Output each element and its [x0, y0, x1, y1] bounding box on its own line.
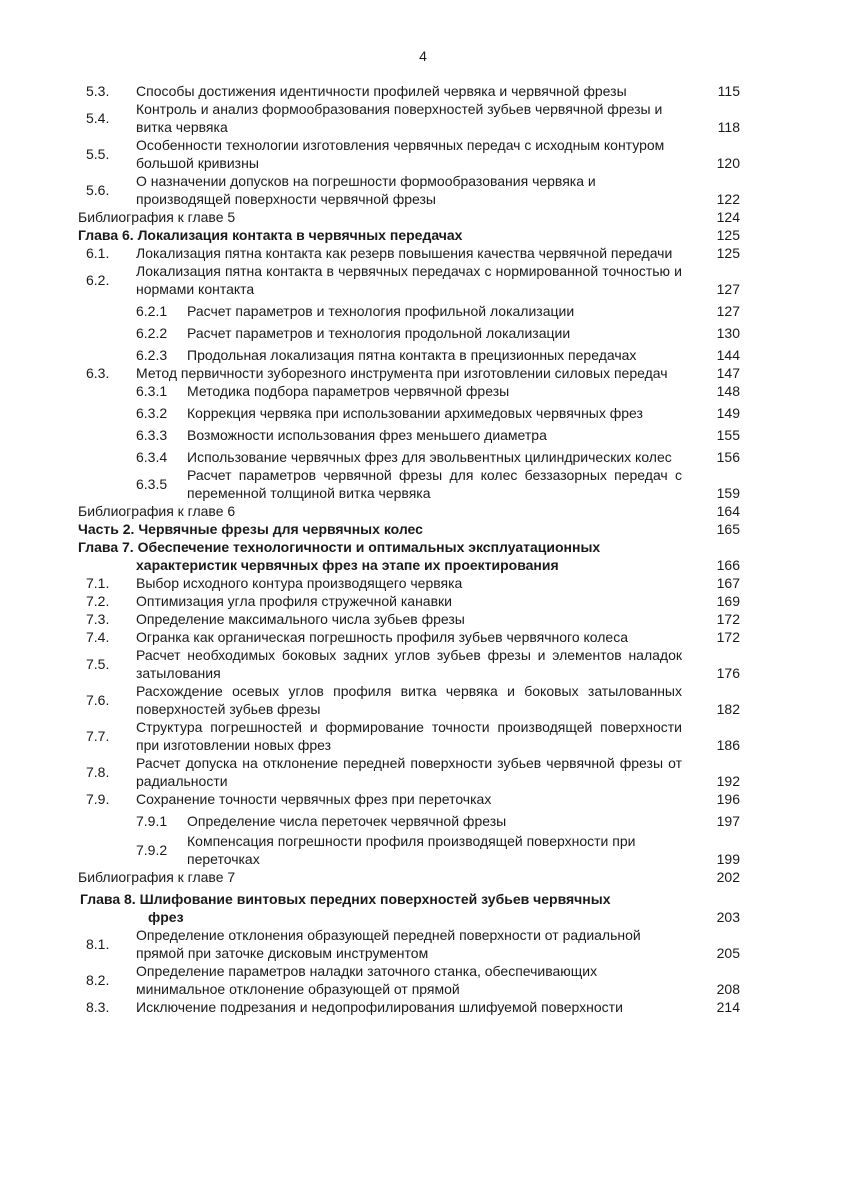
toc-entry	[78, 682, 740, 718]
toc-entry-page: 124	[716, 209, 740, 225]
toc-entry	[78, 404, 740, 422]
toc-entry-number: 8.3.	[86, 999, 110, 1015]
toc-entry	[78, 382, 740, 400]
toc-entry	[78, 208, 740, 226]
table-of-contents	[78, 82, 740, 1016]
toc-entry-page: 182	[716, 701, 740, 717]
toc-entry	[78, 502, 740, 520]
toc-entry-number: 7.1.	[86, 575, 110, 591]
toc-entry-number: 8.1.	[86, 936, 110, 952]
toc-entry	[78, 172, 740, 208]
toc-entry-number: 6.2.	[86, 272, 110, 288]
toc-entry-title: Возможности использования фрез меньшего диаметра	[187, 427, 547, 443]
toc-entry	[78, 832, 740, 868]
toc-entry-number: 7.9.1	[136, 813, 168, 829]
toc-entry-number: 7.9.	[86, 791, 110, 807]
toc-entry	[78, 868, 740, 886]
toc-entry-title: Сохранение точности червячных фрез при переточках	[136, 791, 492, 807]
toc-entry-page: 208	[716, 981, 740, 997]
toc-entry-page: 176	[716, 665, 740, 681]
toc-entry	[78, 82, 740, 100]
toc-entry-title: Глава 6. Локализация контакта в червячных передачах	[78, 227, 463, 243]
toc-entry-page: 203	[716, 909, 740, 925]
toc-entry	[78, 426, 740, 444]
page-number: 4	[419, 48, 427, 64]
toc-entry	[78, 610, 740, 628]
toc-entry	[78, 226, 740, 244]
toc-entry	[78, 520, 740, 538]
toc-entry-title: Огранка как органическая погрешность профиля зубьев червячного колеса	[136, 629, 629, 645]
toc-entry-title: Расчет необходимых боковых задних углов зубьев фрезы и элементов наладок затылования	[136, 647, 682, 681]
toc-entry-page: 186	[716, 737, 740, 753]
toc-entry-page: 156	[716, 449, 740, 465]
toc-entry-number: 7.9.2	[136, 842, 168, 858]
toc-entry-title: Расчет параметров червячной фрезы для колес беззазорных передач с переменной толщиной витка червяка	[187, 467, 682, 501]
toc-entry-number: 6.3.1	[136, 383, 168, 399]
toc-entry-number: 5.4.	[86, 110, 110, 126]
toc-entry-title: Контроль и анализ формообразования поверхностей зубьев червячной фрезы и витка червяка	[136, 101, 663, 135]
toc-entry-title: Структура погрешностей и формирование точности производящей поверхности при изготовлении новых фрез	[136, 719, 682, 753]
toc-entry-title: Расчет параметров и технология продольной локализации	[187, 325, 571, 341]
toc-entry-number: 6.2.3	[136, 347, 168, 363]
toc-entry-page: 125	[716, 245, 740, 261]
toc-entry-number: 5.3.	[86, 83, 110, 99]
toc-entry-page: 167	[716, 575, 740, 591]
toc-entry-page: 155	[716, 427, 740, 443]
toc-entry-title: Локализация пятна контакта как резерв повышения качества червячной передачи	[136, 245, 673, 261]
toc-entry-page: 122	[716, 191, 740, 207]
toc-entry-page: 144	[716, 347, 740, 363]
toc-entry-page: 147	[716, 365, 740, 381]
toc-entry-title: Локализация пятна контакта в червячных передачах с нормированной точностью и нормами контакта	[136, 263, 682, 297]
toc-entry-title: Продольная локализация пятна контакта в прецизионных передачах	[187, 347, 637, 363]
toc-entry	[78, 754, 740, 790]
toc-entry-number: 6.3.	[86, 365, 110, 381]
toc-entry-number: 5.6.	[86, 182, 110, 198]
toc-entry	[78, 962, 740, 998]
toc-entry-number: 6.1.	[86, 245, 110, 261]
toc-entry	[78, 646, 740, 682]
toc-entry-number: 5.5.	[86, 146, 110, 162]
toc-entry-page: 199	[716, 851, 740, 867]
toc-entry	[78, 926, 740, 962]
toc-entry-title: Способы достижения идентичности профилей червяка и червячной фрезы	[136, 83, 627, 99]
toc-entry-number: 6.3.3	[136, 427, 168, 443]
toc-entry-title: Особенности технологии изготовления червячных передач с исходным контуром большой кривизны	[136, 137, 665, 171]
toc-entry-number: 7.4.	[86, 629, 110, 645]
toc-entry-page: 118	[717, 119, 740, 135]
toc-entry-page: 159	[716, 485, 740, 501]
toc-entry	[78, 890, 740, 926]
toc-entry-title-continuation: фрез	[148, 909, 184, 925]
toc-entry-title: Определение отклонения образующей передней поверхности от радиальной прямой при заточке дисковым инструментом	[136, 927, 641, 961]
toc-entry-page: 214	[716, 999, 740, 1015]
toc-entry-page: 192	[716, 773, 740, 789]
toc-entry-page: 120	[716, 155, 740, 171]
toc-entry-page: 166	[716, 557, 740, 573]
toc-entry-page: 148	[716, 383, 740, 399]
toc-entry-title: Библиография к главе 6	[78, 503, 236, 519]
toc-entry-page: 197	[716, 813, 740, 829]
toc-entry	[78, 448, 740, 466]
toc-entry-page: 172	[716, 629, 740, 645]
toc-entry	[78, 574, 740, 592]
toc-entry-title: Методика подбора параметров червячной фрезы	[187, 383, 510, 399]
toc-entry-title-continuation: характеристик червячных фрез на этапе их проектирования	[136, 557, 559, 573]
toc-entry-number: 7.7.	[86, 728, 110, 744]
toc-entry-number: 6.3.4	[136, 449, 168, 465]
toc-entry-page: 127	[716, 303, 740, 319]
toc-entry-title: Расхождение осевых углов профиля витка червяка и боковых затылованных поверхностей зубьев фрезы	[136, 683, 682, 717]
toc-entry	[78, 262, 740, 298]
toc-entry-title: О назначении допусков на погрешности формообразования червяка и производящей поверхности червячной фрезы	[136, 173, 596, 207]
toc-entry	[78, 324, 740, 342]
toc-entry-page: 205	[716, 945, 740, 961]
toc-entry-page: 165	[716, 521, 740, 537]
toc-entry-title: Метод первичности зуборезного инструмента при изготовлении силовых передач	[136, 365, 668, 381]
toc-entry-page: 125	[716, 227, 740, 243]
toc-entry	[78, 998, 740, 1016]
toc-entry-page: 115	[717, 83, 740, 99]
toc-entry-number: 8.2.	[86, 972, 110, 988]
toc-entry-title: Использование червячных фрез для эвольвентных цилиндрических колес	[187, 449, 672, 465]
toc-entry	[78, 718, 740, 754]
toc-entry-number: 7.3.	[86, 611, 110, 627]
toc-entry-title: Определение числа переточек червячной фрезы	[187, 813, 507, 829]
toc-entry-page: 127	[716, 281, 740, 297]
toc-entry-title: Коррекция червяка при использовании архимедовых червячных фрез	[187, 405, 643, 421]
toc-entry	[78, 592, 740, 610]
toc-entry-title: Исключение подрезания и недопрофилирования шлифуемой поверхности	[136, 999, 623, 1015]
toc-entry-number: 6.2.1	[136, 303, 168, 319]
toc-entry-number: 7.6.	[86, 692, 110, 708]
toc-entry-title: Компенсация погрешности профиля производящей поверхности при переточках	[187, 833, 636, 867]
toc-entry	[78, 364, 740, 382]
toc-entry-number: 7.2.	[86, 593, 110, 609]
toc-entry-title: Глава 7. Обеспечение технологичности и оптимальных эксплуатационных характеристик червячных фрез на этапе их проектирования	[78, 538, 682, 574]
toc-entry	[78, 812, 740, 830]
toc-entry	[78, 628, 740, 646]
toc-entry	[78, 346, 740, 364]
toc-entry-page: 172	[716, 611, 740, 627]
toc-entry-title: Библиография к главе 5	[78, 209, 236, 225]
toc-entry-page: 130	[716, 325, 740, 341]
toc-entry	[78, 466, 740, 502]
toc-entry-page: 196	[716, 791, 740, 807]
toc-entry-title: Определение параметров наладки заточного станка, обеспечивающих минимальное отклонение образующей от прямой	[136, 963, 598, 997]
toc-entry-page: 149	[716, 405, 740, 421]
toc-entry-title: Расчет параметров и технология профильной локализации	[187, 303, 575, 319]
toc-entry-number: 6.3.2	[136, 405, 168, 421]
toc-entry-title: Часть 2. Червячные фрезы для червячных колес	[78, 521, 423, 537]
toc-entry-title: Расчет допуска на отклонение передней поверхности зубьев червячной фрезы от радиальности	[136, 755, 682, 789]
toc-entry-title: Выбор исходного контура производящего червяка	[136, 575, 463, 591]
toc-entry-page: 202	[716, 869, 740, 885]
toc-entry	[78, 100, 740, 136]
toc-entry-page: 164	[716, 503, 740, 519]
toc-entry	[78, 538, 740, 574]
toc-entry-number: 7.5.	[86, 656, 110, 672]
toc-entry-title: Оптимизация угла профиля стружечной канавки	[136, 593, 452, 609]
toc-entry-number: 6.2.2	[136, 325, 168, 341]
toc-entry-number: 6.3.5	[136, 476, 168, 492]
toc-entry	[78, 790, 740, 808]
toc-entry-title: Глава 8. Шлифование винтовых передних поверхностей зубьев червячных фрез	[80, 890, 682, 926]
toc-entry-title: Библиография к главе 7	[78, 869, 236, 885]
toc-entry-number: 7.8.	[86, 764, 110, 780]
toc-entry	[78, 244, 740, 262]
toc-entry-page: 169	[716, 593, 740, 609]
toc-entry-title: Определение максимального числа зубьев фрезы	[136, 611, 465, 627]
toc-entry	[78, 302, 740, 320]
toc-entry	[78, 136, 740, 172]
